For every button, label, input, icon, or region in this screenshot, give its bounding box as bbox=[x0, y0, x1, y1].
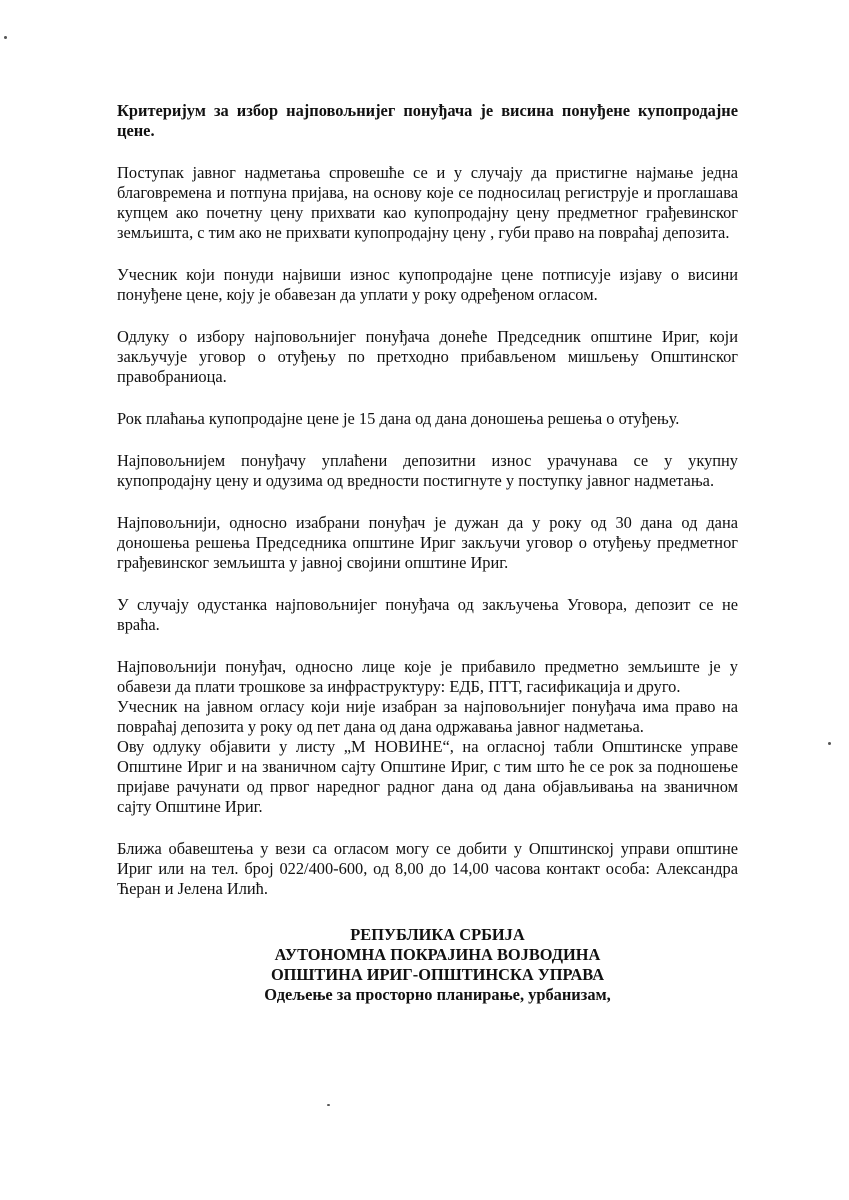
issuer-block bbox=[117, 925, 738, 1005]
paragraph-withdrawal: У случају одустанка најповољнијег понуђача од закључења Уговора, депозит се не враћа. bbox=[117, 595, 738, 634]
paragraph-procedure: Поступак јавног надметања спровешће се и у случају да пристигне најмање једна благовремена и потпуна пријава, на основу које се подносилац региструје и проглашава купцем ако почетну цену прихвати као купопродајну цену предметног грађевинског земљишта, с тим ако не прихвати купопродајну цену , губи право на повраћај депозита. bbox=[117, 163, 738, 242]
scan-speck bbox=[327, 1104, 330, 1106]
paragraph-refund: Учесник на јавном огласу који није изабран за најповољнијег понуђача има право на повраћај депозита у року од пет дана од дана одржавања јавног надметања. bbox=[117, 697, 738, 736]
paragraph-deposit: Најповољнијем понуђачу уплаћени депозитни износ урачунава се у укупну купопродајну цену и одузима од вредности постигнуте у поступку јавног надметања. bbox=[117, 451, 738, 490]
paragraph-publication: Ову одлуку објавити у листу „М НОВИНЕ“, на огласној табли Општинске управе Општине Ириг и на званичном сајту Општине Ириг, с тим што ће се рок за подношење пријаве рачунати од првог наредног радног дана од дана објављивања на званичном сајту Општине Ириг. bbox=[117, 737, 738, 816]
paragraph-decision: Одлуку о избору најповољнијег понуђача донеће Председник општине Ириг, који закључује уговор о отуђењу по претходно прибављеном мишљењу Општинског правобраниоца. bbox=[117, 327, 738, 386]
paragraph-contract: Најповољнији, односно изабрани понуђач је дужан да у року од 30 дана од дана доношења решења Председника општине Ириг закључи уговор о отуђењу предметног грађевинског земљишта у јавној својини општине Ириг. bbox=[117, 513, 738, 572]
issuer-municipality: ОПШТИНА ИРИГ-ОПШТИНСКА УПРАВА bbox=[270, 965, 605, 984]
paragraph-contact: Ближа обавештења у вези са огласом могу се добити у Општинској управи општине Ириг или на тел. број 022/400-600, од 8,00 до 14,00 часова контакт особа: Александра Ћеран и Јелена Илић. bbox=[117, 839, 738, 898]
scan-speck bbox=[828, 742, 831, 745]
issuer-country: РЕПУБЛИКА СРБИЈА bbox=[350, 925, 525, 944]
paragraph-infrastructure: Најповољнији понуђач, односно лице које је прибавило предметно земљиште је у обавези да плати трошкове за инфраструктуру: ЕДБ, ПТТ, гасификација и друго. bbox=[117, 657, 738, 696]
scan-speck bbox=[4, 36, 7, 39]
criterion-heading: Критеријум за избор најповољнијег понуђача је висина понуђене купопродајне цене. bbox=[117, 101, 738, 140]
issuer-department: Одељење за просторно планирање, урбанизам, bbox=[264, 985, 611, 1004]
issuer-province: АУТОНОМНА ПОКРАЈИНА ВОЈВОДИНА bbox=[274, 945, 601, 964]
paragraph-payment-deadline: Рок плаћања купопродајне цене је 15 дана од дана доношења решења о отуђењу. bbox=[117, 409, 680, 428]
paragraph-highest-bid: Учесник који понуди највиши износ купопродајне цене потписује изјаву о висини понуђене цене, коју је обавезан да уплати у року одређеном огласом. bbox=[117, 265, 738, 304]
document-body bbox=[117, 101, 738, 1005]
